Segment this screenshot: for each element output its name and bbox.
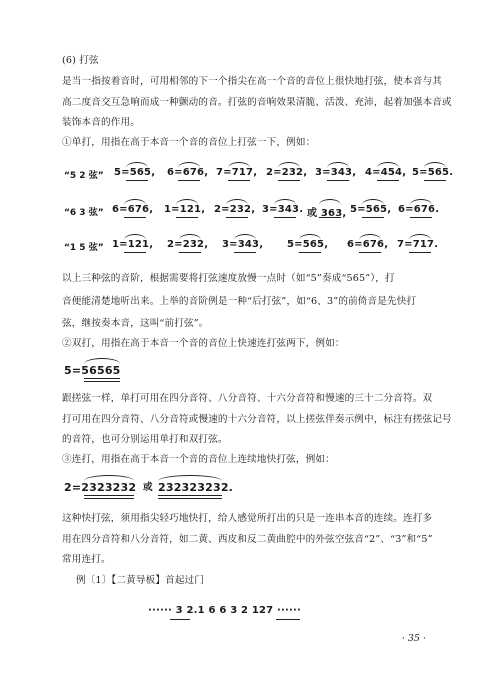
row3-group3: 3=343, xyxy=(222,239,264,250)
slur-mark xyxy=(377,162,399,168)
underline-mark xyxy=(228,180,250,181)
continuous-strike-example-a: 2=2323232 xyxy=(64,481,137,494)
row2-group3: 2=232, xyxy=(214,204,256,215)
slur-mark xyxy=(274,199,296,205)
slur-mark xyxy=(124,234,146,240)
example-title: 例〔1〕【二黄导板】首起过门 xyxy=(76,575,205,586)
row1-group2: 6=676, xyxy=(167,167,209,178)
slur-mark xyxy=(179,234,201,240)
row2-group4: 3=343. xyxy=(262,204,304,215)
continuous-strike-example-b: 232323232. xyxy=(158,481,234,494)
underline-mark xyxy=(359,252,381,253)
section-heading: (6) 打弦 xyxy=(62,55,99,66)
underline-mark xyxy=(377,180,399,181)
row1-group7: 5=565. xyxy=(412,167,454,178)
row3-group4: 5=565, xyxy=(287,239,329,250)
para4-line1: 这种快打弦，须用指尖轻巧地快打，给人感觉所打出的只是一连串本音的连续。连打多 xyxy=(62,513,433,524)
underline-mark xyxy=(319,217,341,218)
row2-group7: 6=676. xyxy=(398,204,440,215)
underline-mark xyxy=(276,619,300,620)
underline-mark xyxy=(234,252,256,253)
slur-mark xyxy=(226,199,248,205)
para2-line3: 弦，继按奏本音，这叫“前打弦”。 xyxy=(62,318,209,329)
slur-mark xyxy=(234,234,256,240)
para2-line1: 以上三种弦的音阶，根据需要将打弦速度放慢一点时（如“5”奏成“565”），打 xyxy=(62,273,395,284)
para1-line1: 是当一指按着音时，可用相邻的下一个指尖在高一个音的音位上很快地打弦，使本音与其 xyxy=(62,76,443,87)
slur-mark xyxy=(228,162,250,168)
underline-mark xyxy=(176,217,198,218)
underline-mark xyxy=(158,495,222,499)
row3-group2: 2=232, xyxy=(167,239,209,250)
row3-group1: 1=121, xyxy=(112,239,154,250)
slur-mark xyxy=(327,162,349,168)
para4-line3: 常用连打。 xyxy=(62,554,111,565)
slur-mark xyxy=(410,199,432,205)
row3-label: “1 5 弦” xyxy=(64,243,104,253)
slur-mark xyxy=(424,162,446,168)
para2-line2: 音便能清楚地听出来。上举的音阶例是一种“后打弦”，如“6、3”的前倚音是先快打 xyxy=(62,296,417,307)
double-strike-example: 5=56565 xyxy=(64,364,121,377)
row3-group6: 7=717. xyxy=(397,239,439,250)
row2-label: “6 3 弦” xyxy=(64,208,104,218)
row1-group3: 7=717, xyxy=(216,167,258,178)
row3-group5: 6=676, xyxy=(347,239,389,250)
para1-line2: 高二度音交互急响而成一种颤动的音。打弦的音响效果清脆、活泼、充沛，起着加强本音或 xyxy=(62,97,452,108)
row2-group2: 1=121, xyxy=(164,204,206,215)
underline-mark xyxy=(362,217,384,218)
para3-line3: 的音符，也可分别运用单打和双打弦。 xyxy=(62,434,228,445)
underline-mark xyxy=(410,217,432,218)
row1-label: “5 2 弦” xyxy=(64,171,104,181)
underline-mark xyxy=(179,252,201,253)
row1-group5: 3=343, xyxy=(315,167,357,178)
underline-mark xyxy=(274,217,296,218)
slur-mark xyxy=(84,475,134,481)
para4-line2: 用在四分音符和八分音符，如二黄、西皮和反二黄曲腔中的外弦空弦音“2”、“3”和“5” xyxy=(62,534,433,545)
slur-mark xyxy=(409,234,431,240)
row2-group1: 6=676, xyxy=(112,204,154,215)
slur-mark xyxy=(126,162,148,168)
underline-mark xyxy=(424,180,446,181)
item-double-strike: ②双打，用指在高于本音一个音的音位上快速连打弦两下，例如： xyxy=(62,338,345,349)
page-number: · 35 · xyxy=(401,633,426,644)
row2-group6: 5=565, xyxy=(350,204,392,215)
slur-mark xyxy=(362,199,384,205)
underline-mark xyxy=(126,180,148,181)
slur-mark xyxy=(278,162,300,168)
slur-mark xyxy=(158,475,222,481)
item-continuous-strike: ③连打，用指在高于本音一个音的音位上连续地快打弦，例如： xyxy=(62,454,335,465)
underline-mark xyxy=(84,378,120,382)
para3-line1: 跟搓弦一样，单打可用在四分音符、八分音符、十六分音符和慢速的三十二分音符。双 xyxy=(62,393,433,404)
underline-mark xyxy=(409,252,431,253)
or-label: 或 xyxy=(143,482,153,493)
para1-line3: 装饰本音的作用。 xyxy=(62,117,140,128)
example-notation: ······ 3 2.1 6 6 3 2 127 ······ xyxy=(148,605,302,616)
para3-line2: 打可用在四分音符、八分音符或慢速的十六分音符，以上搓弦伴奏示例中，标注有搓弦记号 xyxy=(62,414,452,425)
underline-mark xyxy=(226,217,248,218)
underline-mark xyxy=(299,252,321,253)
row1-group1: 5=565, xyxy=(114,167,156,178)
slur-mark xyxy=(319,199,341,205)
underline-mark xyxy=(327,180,349,181)
row2-group5: 或 363, xyxy=(307,208,347,219)
underline-mark xyxy=(124,252,146,253)
row1-group6: 4=454, xyxy=(365,167,407,178)
row1-group4: 2=232, xyxy=(266,167,308,178)
slur-mark xyxy=(178,162,200,168)
underline-mark xyxy=(84,495,134,499)
slur-mark xyxy=(176,199,198,205)
slur-mark xyxy=(299,234,321,240)
underline-mark xyxy=(178,180,200,181)
slur-mark xyxy=(124,199,146,205)
slur-mark xyxy=(359,234,381,240)
item-single-strike: ①单打，用指在高于本音一个音的音位上打弦一下，例如： xyxy=(62,137,316,148)
underline-mark xyxy=(124,217,146,218)
slur-mark xyxy=(84,358,120,364)
underline-mark xyxy=(278,180,300,181)
underline-mark xyxy=(170,619,190,620)
